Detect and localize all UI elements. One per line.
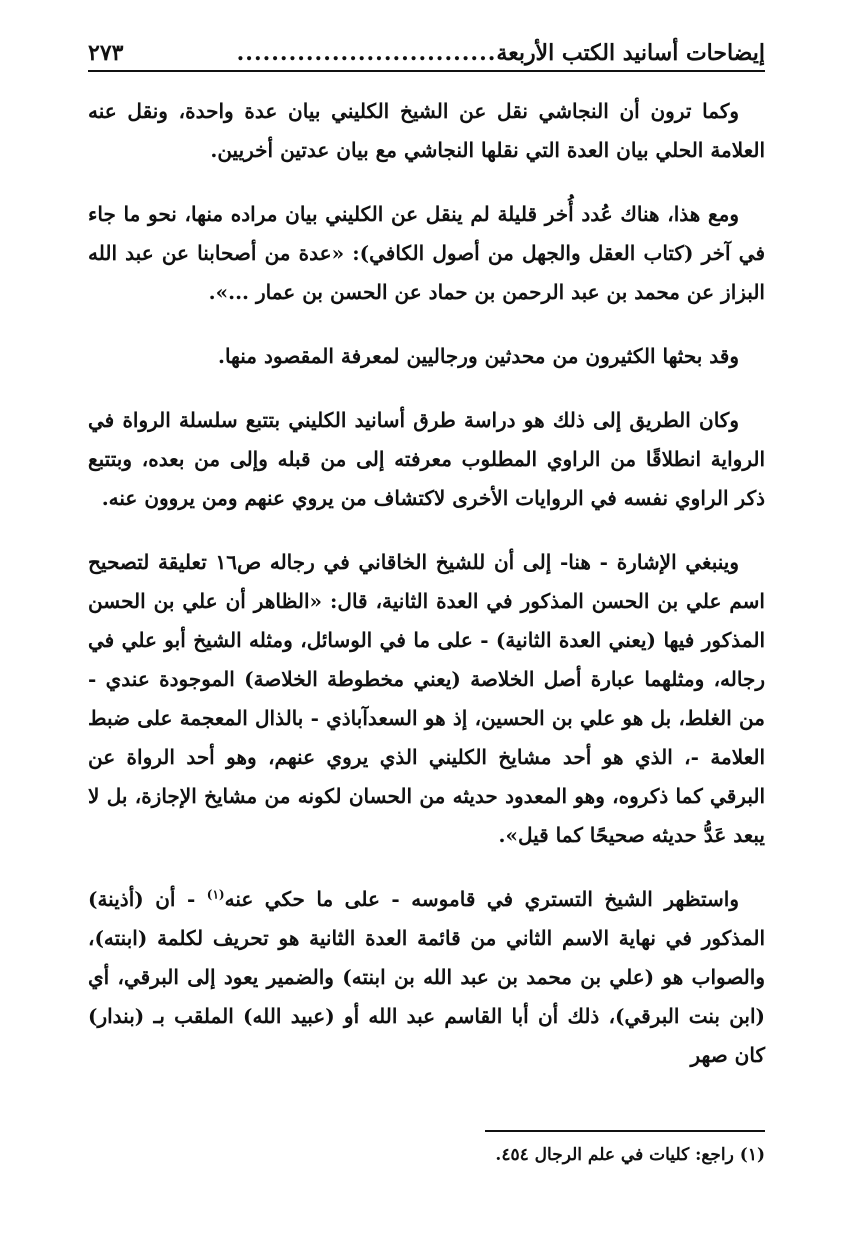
paragraph-with-footnote xyxy=(88,880,765,1075)
footnote-marker[interactable]: (١) xyxy=(206,887,225,902)
paragraph-text-start: واستظهر الشيخ التستري في قاموسه - على ما حكي عنه xyxy=(224,887,739,911)
footnote: (١) راجع: كليات في علم الرجال ٤٥٤. xyxy=(495,1145,765,1165)
paragraph: وينبغي الإشارة - هنا- إلى أن للشيخ الخاقاني في رجاله ص١٦ تعليقة لتصحيح اسم علي بن الحسن المذكور في العدة الثانية، قال: «الظاهر أن علي بن الحسن المذكور فيها (يعني العدة الثانية) - على ما في الوسائل، ومثله الشيخ أبو علي في رجاله، ومثلهما عبارة أصل الخلاصة (يعني مخطوطة الخلاصة) الموجودة عندي - من الغلط، بل هو علي بن الحسين، إذ هو السعدآباذي - بالذال المعجمة على ضبط العلامة -، الذي هو أحد مشايخ الكليني الذي يروي عنهم، وهو أحد الرواة عن البرقي كما ذكروه، وهو المعدود حديثه من الحسان لكونه من مشايخ الإجازة، بل لا يبعد عَدُّ حديثه صحيحًا كما قيل». xyxy=(88,550,766,847)
page-number: ٢٧٣ xyxy=(88,40,124,66)
page-body xyxy=(88,92,765,1100)
paragraph-text-end: - أن (أذينة) المذكور في نهاية الاسم الثاني من قائمة العدة الثانية هو تحريف لكلمة (ابنته)، والصواب هو (علي بن محمد بن عبد الله بن ابنته) والضمير يعود إلى البرقي، أي (ابن بنت البرقي)، ذلك أن أبا القاسم عبد الله أو (عبيد الله) الملقب بـ (بندار) كان صهر xyxy=(88,887,765,1067)
paragraph: ومع هذا، هناك عُدد أُخر قليلة لم ينقل عن الكليني بيان مراده منها، نحو ما جاء في آخر (كتاب العقل والجهل من أصول الكافي): «عدة من أصحابنا عن عبد الله البزاز عن محمد بن عبد الرحمن بن حماد عن الحسن بن عمار ...». xyxy=(88,202,765,304)
header-title: إيضاحات أسانيد الكتب الأربعة xyxy=(496,40,765,66)
paragraph: وكان الطريق إلى ذلك هو دراسة طرق أسانيد الكليني بتتبع سلسلة الرواة في الرواية انطلاقًا من الراوي المطلوب معرفته إلى من قبله وإلى من بعده، وبتتبع ذكر الراوي نفسه في الروايات الأخرى لاكتشاف من يروي عنهم ومن يروون عنه. xyxy=(88,408,765,510)
footnote-divider xyxy=(485,1130,765,1132)
running-header xyxy=(88,30,765,72)
header-leader-dots: .............................. xyxy=(236,40,497,66)
paragraph: وكما ترون أن النجاشي نقل عن الشيخ الكليني بيان عدة واحدة، ونقل عنه العلامة الحلي بيان العدة التي نقلها النجاشي مع بيان عدتين أخريين. xyxy=(88,99,765,162)
paragraph: وقد بحثها الكثيرون من محدثين ورجاليين لمعرفة المقصود منها. xyxy=(218,344,739,368)
